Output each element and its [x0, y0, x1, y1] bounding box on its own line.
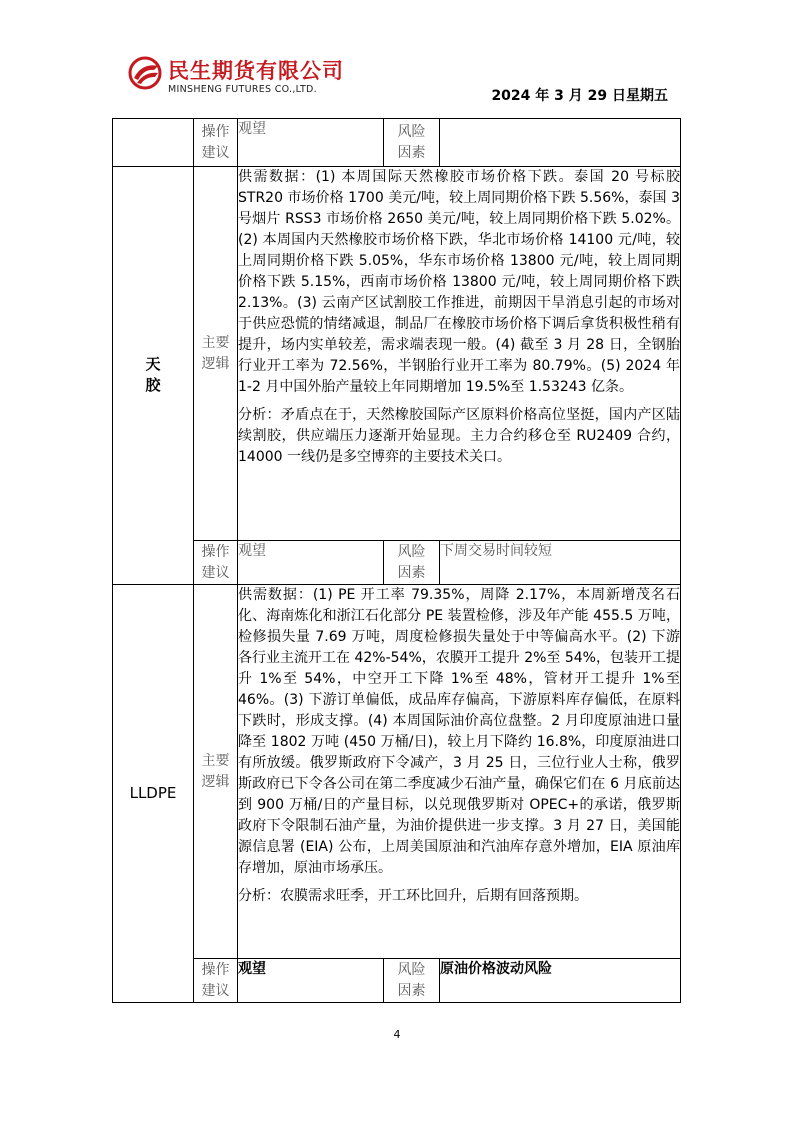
lldpe-op-value: 观望: [238, 959, 384, 1003]
op-advice-label: 操作建议: [194, 541, 238, 585]
op-advice-label: 操作建议: [194, 959, 238, 1003]
rubber-logic-row: [113, 167, 681, 541]
lldpe-category: LLDPE: [113, 585, 194, 1003]
minsheng-logo-icon: [128, 56, 162, 90]
lldpe-supply-demand: 供需数据：(1) PE 开工率 79.35%，周降 2.17%，本周新增茂名石化、海南炼化和浙江石化部分 PE 装置检修，涉及年产能 455.5 万吨，检修损失量 7.69 万吨，周度检修损失量处于中等偏高水平。(2) 下游各行业主流开工在 42%-54%，农膜开工提升 2%至 54%，包装开工提升 1%至 54%，中空开工下降 1%至 48%，管材开工提升 1%至 46%。(3) 下游订单偏低，成品库存偏高，下游原料库存偏低，在原料下跌时，形成支撑。(4) 本周国际油价高位盘整。2 月印度原油进口量降至 1802 万吨 (450 万桶/日)，较上月下降约 16.8%，印度原油进口有所放缓。俄罗斯政府下令减产，3 月 25 日，三位行业人士称，俄罗斯政府已下令各公司在第二季度减少石油产量，确保它们在 6 月底前达到 900 万桶/日的产量目标，以兑现俄罗斯对 OPEC+的承诺，俄罗斯政府下令限制石油产量，为油价提供进一步支撑。3 月 27 日，美国能源信息署 (EIA) 公布，上周美国原油和汽油库存意外增加，EIA 原油库存增加，原油市场承压。: [238, 587, 680, 876]
page-number: 4: [393, 1028, 401, 1041]
lldpe-logic-row: [113, 585, 681, 959]
rubber-supply-demand: 供需数据：(1) 本周国际天然橡胶市场价格下跌。泰国 20 号标胶 STR20 市场价格 1700 美元/吨，较上周同期价格下跌 5.56%，泰国 3 号烟片 RSS3 市场价格 2650 美元/吨，较上周同期价格下跌 5.02%。(2) 本周国内天然橡胶市场价格下跌，华北市场价格 14100 元/吨，较上周同期价格下跌 5.05%，华东市场价格 13800 元/吨，较上周同期价格下跌 5.15%，西南市场价格 13800 元/吨，较上周同期价格下跌 2.13%。(3) 云南产区试割胶工作推进，前期因干旱消息引起的市场对于供应恐慌的情绪减退，制品厂在橡胶市场价格下调后拿货积极性稍有提升，场内实单较差，需求端表现一般。(4) 截至 3 月 28 日，全钢胎行业开工率为 72.56%，半钢胎行业开工率为 80.79%。(5) 2024 年 1-2 月中国外胎产量较上年同期增加 19.5%至 1.53243 亿条。: [238, 169, 680, 395]
main-logic-label: 主要逻辑: [194, 167, 238, 541]
risk-factor-label: 风险因素: [384, 541, 440, 585]
rubber-op-value: 观望: [238, 541, 384, 585]
rubber-logic-content: [238, 167, 681, 541]
lldpe-logic-content: [238, 585, 681, 959]
prev-section-op-row: [113, 119, 681, 167]
company-name-cn: 民生期货有限公司: [168, 59, 344, 83]
risk-factor-value: [440, 119, 681, 167]
report-date: 2024 年 3 月 29 日星期五: [491, 88, 668, 104]
company-name-en: MINSHENG FUTURES CO.,LTD.: [168, 84, 317, 95]
rubber-analysis: 分析：矛盾点在于，天然橡胶国际产区原料价格高位坚挺，国内产区陆续割胶，供应端压力逐渐开始显现。主力合约移仓至 RU2409 合约，14000 一线仍是多空博弈的主要技术关口。: [238, 407, 680, 465]
rubber-category: 天胶: [113, 167, 194, 585]
lldpe-analysis: 分析：农膜需求旺季，开工环比回升，后期有回落预期。: [238, 888, 588, 904]
risk-factor-label: 风险因素: [384, 959, 440, 1003]
company-logo: [128, 52, 368, 102]
prev-section-category: [113, 119, 194, 167]
lldpe-op-row: [113, 959, 681, 1003]
risk-factor-label: 风险因素: [384, 119, 440, 167]
page-header: [0, 0, 794, 118]
op-advice-value: 观望: [238, 119, 384, 167]
main-logic-label: 主要逻辑: [194, 585, 238, 959]
rubber-op-row: [113, 541, 681, 585]
strategy-table: [112, 118, 681, 1003]
op-advice-label: 操作建议: [194, 119, 238, 167]
lldpe-risk-value: 原油价格波动风险: [440, 959, 681, 1003]
rubber-risk-value: 下周交易时间较短: [440, 541, 681, 585]
